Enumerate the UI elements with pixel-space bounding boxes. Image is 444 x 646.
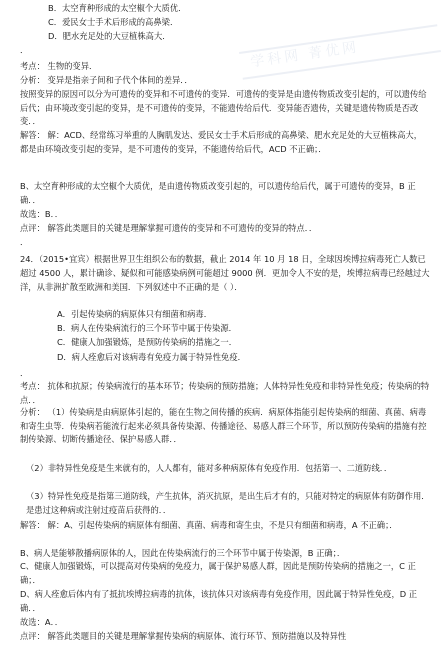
- q24-answer-d: D、病人痊愈后体内有了抵抗埃博拉病毒的抗体，该抗体只对该病毒有免疫作用，因此属于特异性免疫，D 正确．．: [20, 589, 418, 613]
- q24-stem: 24．（2015•宜宾）根据世界卫生组织公布的数据，截止 2014 年 10 月 18 日，全球因埃博拉病毒死亡人数已超过 4500 人，累计确诊、疑似和可能感染病例可能超过 9000 例．更加令人不安的是，埃博拉病毒已经越过大洋，从非洲扩散至欧洲和美国．下列叙述中不正确的是（ ）．: [20, 254, 430, 292]
- q24-choice: 故选：A．．: [20, 617, 64, 627]
- q24-analysis-3: （3）特异性免疫是指第三道防线，产生抗体，消灭抗原，是出生后才有的，只能对特定的病原体有防御作用．是患过这种病或注射过疫苗后获得的．．: [26, 491, 430, 515]
- q24-option-c: C．健康人加强锻炼，是预防传染病的措施之一．: [57, 337, 238, 347]
- q23-option-b: B．太空育种形成的太空椒个大质优．: [48, 3, 187, 13]
- q23-choice: 故选：B．．: [20, 209, 64, 219]
- q24-option-a: A．引起传染病的病原体只有细菌和病毒．: [57, 309, 213, 319]
- q23-answer-b: B、太空育种形成的太空椒个大质优，是由遗传物质改变引起的，可以遗传给后代，属于可遗传的变异，B 正确．．: [20, 181, 416, 205]
- q24-analysis-2: （2）非特异性免疫是生来就有的，人人都有，能对多种病原体有免疫作用．包括第一、二道防线．．: [26, 463, 393, 473]
- q23-option-d: D．肥水充足处的大豆植株高大．: [48, 31, 171, 41]
- q23-answer-acd: 解答： 解：ACD、经常练习举重的人胸肌发达、爱民女士手术后形成的高鼻梁、肥水充足处的大豆植株高大，都是由环境改变引起的变异，是不可遗传的变异，不能遗传给后代，ACD 不正确；．: [20, 130, 423, 154]
- q24-topic: 考点： 抗体和抗原；传染病流行的基本环节；传染病的预防措施；人体特异性免疫和非特异性免疫；传染病的特点．．: [20, 381, 430, 405]
- q24-answer-b: B、病人是能够散播病原体的人，因此在传染病流行的三个环节中属于传染源，B 正确；．: [20, 548, 346, 558]
- q24-answer-a: 解答： 解：A、引起传染病的病原体有细菌、真菌、病毒和寄生虫，不是只有细菌和病毒，A 不正确；．: [20, 520, 398, 530]
- q24-answer-c: C、健康人加强锻炼，可以提高对传染病的免疫力，属于保护易感人群，因此是预防传染病的措施之一，C 正确；．: [20, 561, 416, 585]
- q23-analysis-text: 按照变异的原因可以分为可遗传的变异和不可遗传的变异．可遗传的变异是由遗传物质改变引起的，可以遗传给后代；由环境改变引起的变异，是不可遗传的变异，不能遗传给后代．变异能否遗传，关键是遗传物质是否改变．．: [20, 89, 427, 127]
- blank-line: ．: [20, 45, 29, 55]
- q24-option-b: B．病人在传染病流行的三个环节中属于传染源．: [57, 323, 237, 333]
- blank-line: ．: [20, 368, 29, 378]
- q23-topic: 考点： 生物的变异．: [20, 61, 98, 71]
- q24-analysis-1: 分析： （1）传染病是由病原体引起的，能在生物之间传播的疾病．病原体指能引起传染病的细菌、真菌、病毒和寄生虫等．传染病若能流行起来必须具备传染源、传播途径、易感人群三个环节，所以预防传染病的措施有控制传染源、切断传播途径、保护易感人群．．: [20, 407, 427, 445]
- q23-analysis-title: 分析： 变异是指亲子间和子代个体间的差异．．: [20, 75, 193, 85]
- blank-line: ．: [20, 237, 29, 247]
- watermark-text: 学科网 菁优网: [249, 39, 361, 71]
- q24-option-d: D．病人痊愈后对该病毒有免疫力属于特异性免疫．: [57, 352, 246, 362]
- q24-comment: 点评： 解答此类题目的关键是理解掌握传染病的病原体、流行环节、预防措施以及特异性: [20, 631, 347, 641]
- q23-comment: 点评： 解答此类题目的关键是理解掌握可遗传的变异和不可遗传的变异的特点．．: [20, 223, 318, 233]
- q23-option-c: C．爱民女士手术后形成的高鼻梁．: [48, 17, 179, 27]
